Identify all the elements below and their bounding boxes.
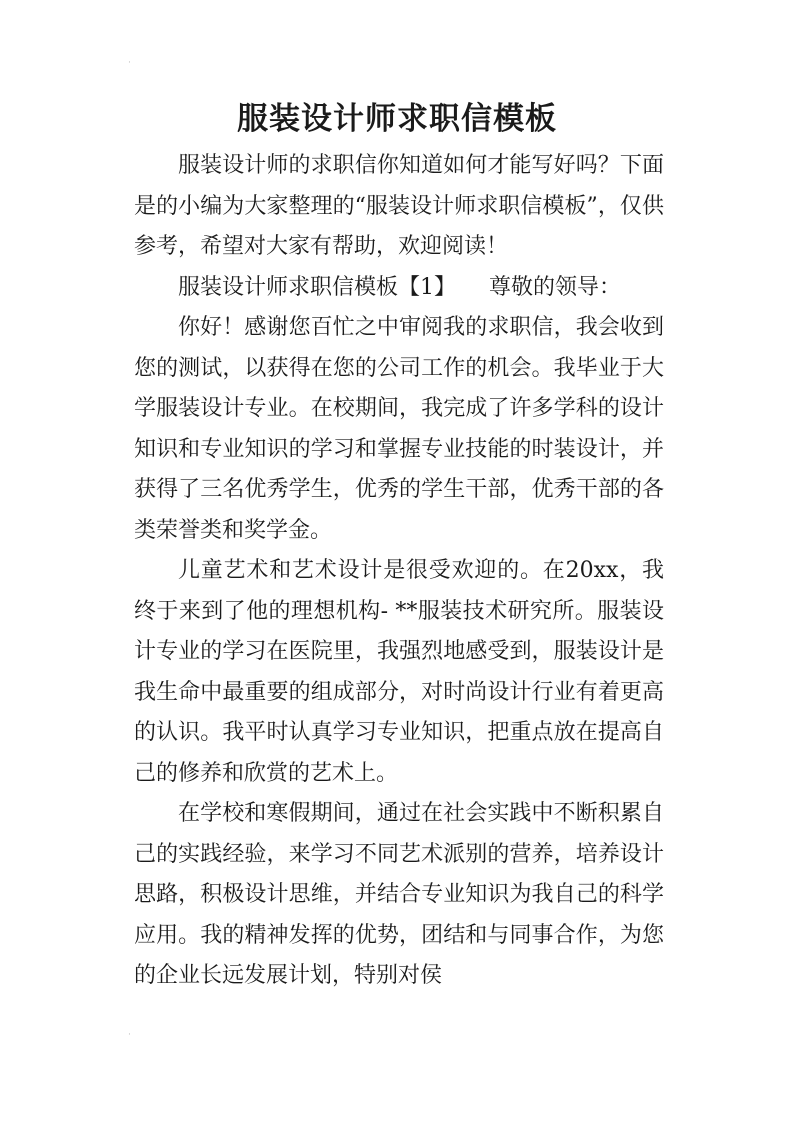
scan-mark-bottom: ·: [128, 1030, 131, 1040]
practice-paragraph: 在学校和寒假期间，通过在社会实践中不断积累自己的实践经验，来学习不同艺术派别的营养，培养设计思路，积极设计思维，并结合专业知识为我自己的科学应用。我的精神发挥的优势，团结和与同事合作，为您的企业长远发展计划，特别对侯: [134, 801, 664, 988]
study-paragraph: 儿童艺术和艺术设计是很受欢迎的。在20xx，我终于来到了他的理想机构- **服装技术研究所。服装设计专业的学习在医院里，我强烈地感受到，服装设计是我生命中最重要的组成部分，对时尚设计行业有着更高的认识。我平时认真学习专业知识，把重点放在提高自己的修养和欣赏的艺术上。: [134, 558, 664, 786]
greeting-paragraph: 你好！感谢您百忙之中审阅我的求职信，我会收到您的测试，以获得在您的公司工作的机会。我毕业于大学服装设计专业。在校期间，我完成了许多学科的设计知识和专业知识的学习和掌握专业技能的时装设计，并获得了三名优秀学生，优秀的学生干部，优秀干部的各类荣誉类和奖学金。: [134, 315, 664, 543]
template-heading-paragraph: 服装设计师求职信模板【1】 尊敬的领导：: [178, 274, 621, 300]
document-body: [134, 146, 664, 997]
intro-paragraph: 服装设计师的求职信你知道如何才能写好吗？下面是的小编为大家整理的“服装设计师求职信模板”，仅供参考，希望对大家有帮助，欢迎阅读！: [134, 153, 664, 259]
document-title: 服装设计师求职信模板: [237, 101, 557, 137]
scan-mark-top: ·: [128, 58, 131, 68]
